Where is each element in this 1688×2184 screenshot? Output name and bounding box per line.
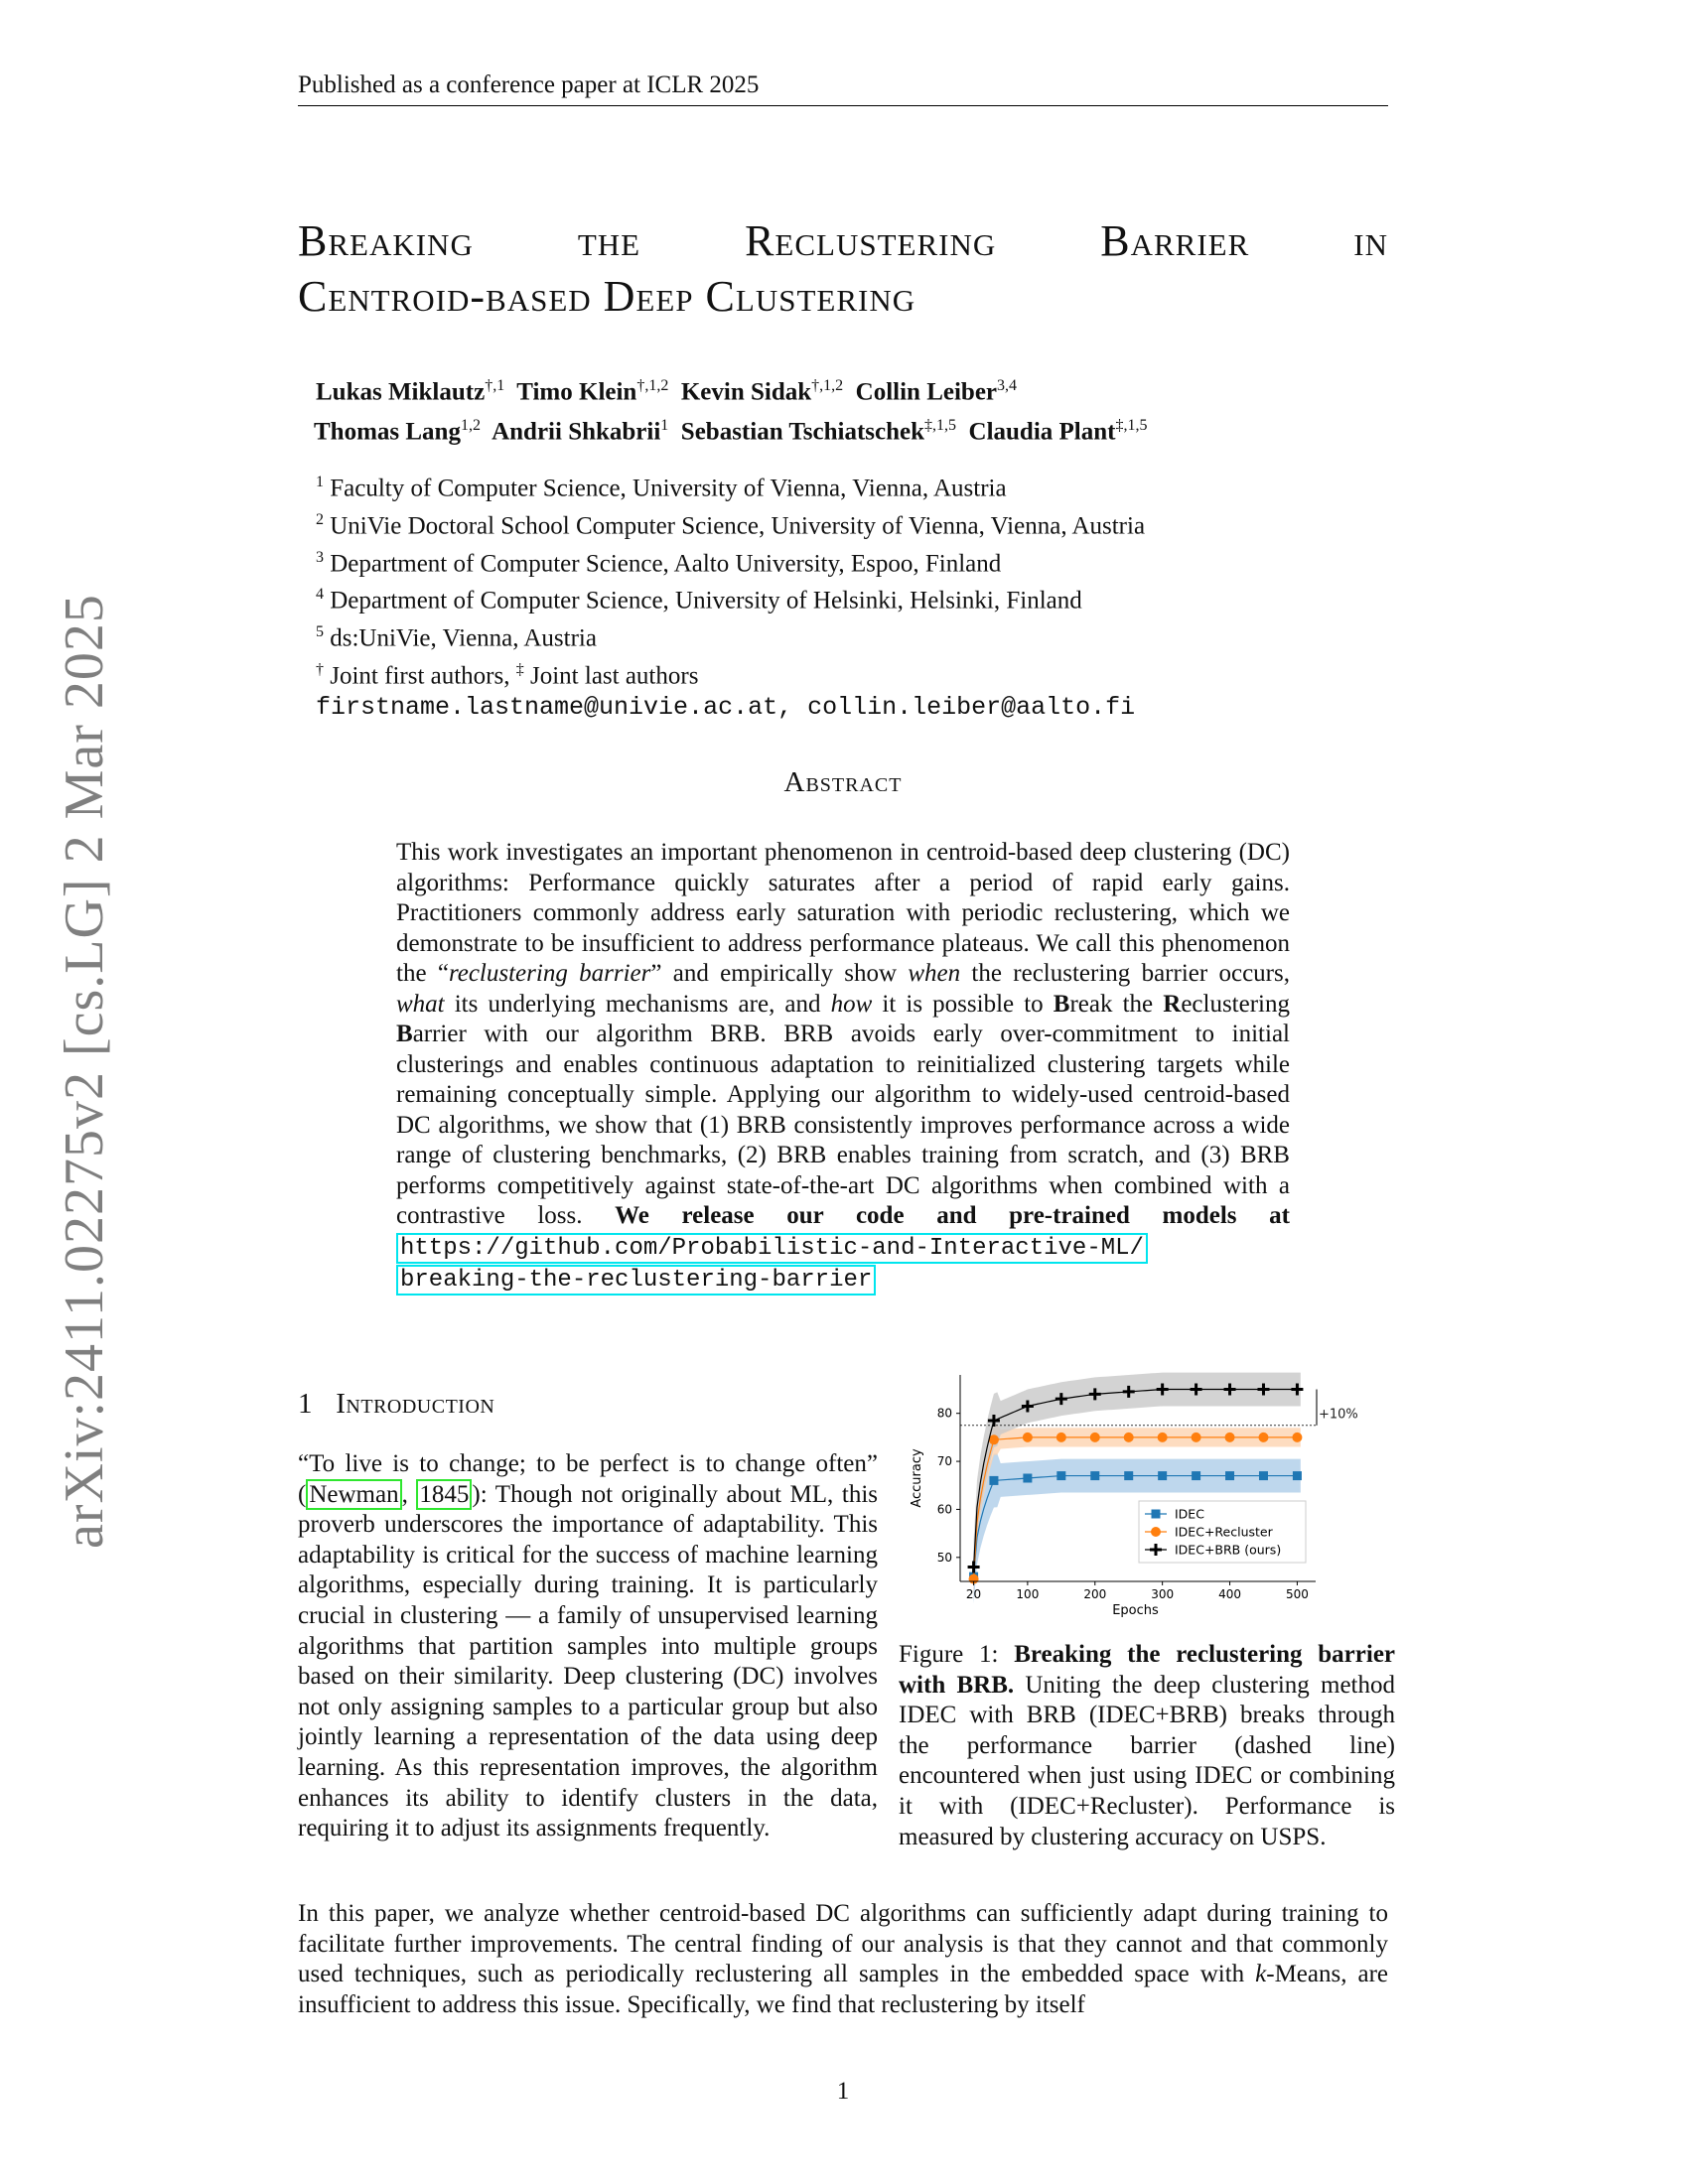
affiliation-line bbox=[316, 467, 1145, 504]
section-title: Introduction bbox=[336, 1388, 495, 1420]
x-axis-label: Epochs bbox=[1112, 1603, 1159, 1618]
intro-paragraph bbox=[298, 1449, 878, 1844]
body-text: -Means, are insufficient to address this issue. Specifically, we find that reclustering by itself bbox=[298, 1961, 1388, 2018]
y-tick-label: 60 bbox=[936, 1502, 952, 1517]
caption-text: Uniting the deep clustering method IDEC with BRB (IDEC+BRB) breaks through the performance barrier (dashed line) encountered when just using IDEC or combining it with (IDEC+Recluster). Performance is measured by clustering accuracy on USPS. bbox=[899, 1671, 1395, 1850]
abstract-bold-letter: B bbox=[396, 1021, 413, 1047]
data-point-circle bbox=[1158, 1433, 1168, 1442]
affiliation-sup: 1 bbox=[316, 474, 324, 490]
legend-marker bbox=[1151, 1527, 1161, 1537]
authors-line-2 bbox=[314, 409, 1147, 449]
title-word: in bbox=[1353, 216, 1388, 265]
data-point-square bbox=[1056, 1471, 1065, 1480]
title-word: Breaking bbox=[298, 216, 474, 265]
affiliation-text: Department of Computer Science, University of Helsinki, Helsinki, Finland bbox=[330, 587, 1082, 614]
running-header: Published as a conference paper at ICLR 2025 bbox=[298, 71, 1388, 106]
data-point-circle bbox=[1258, 1433, 1268, 1442]
x-tick-label: 100 bbox=[1016, 1587, 1040, 1601]
author-name: Kevin Sidak bbox=[680, 378, 812, 406]
data-point-square bbox=[1090, 1471, 1099, 1480]
author-name: Sebastian Tschiatschek bbox=[680, 418, 925, 446]
data-point-circle bbox=[1292, 1433, 1302, 1442]
author-sup: †,1 bbox=[485, 377, 505, 394]
author-name: Thomas Lang bbox=[314, 418, 461, 446]
caption-bold: Breaking the reclustering barrier with BRB. bbox=[899, 1641, 1396, 1699]
title-line-1 bbox=[298, 213, 1388, 269]
title-line-2: Centroid-based Deep Clustering bbox=[298, 272, 916, 321]
abstract-text: its underlying mechanisms are, and bbox=[444, 990, 831, 1018]
abstract-bold-letter: R bbox=[1163, 990, 1182, 1018]
legend-label: IDEC bbox=[1175, 1506, 1204, 1522]
improvement-annotation: +10% bbox=[1319, 1407, 1358, 1423]
abstract-emphasis: when bbox=[908, 960, 961, 987]
author-name: Claudia Plant bbox=[968, 418, 1116, 446]
legend-marker bbox=[1152, 1510, 1161, 1519]
legend-label: IDEC+BRB (ours) bbox=[1175, 1542, 1282, 1558]
joint-first-text: Joint first authors, bbox=[330, 662, 516, 690]
abstract-bold-letter: B bbox=[1053, 990, 1070, 1018]
author-name: Andrii Shkabrii bbox=[492, 418, 661, 446]
y-tick-label: 50 bbox=[936, 1550, 952, 1565]
intro-text: ): Though not originally about ML, this proverb underscores the importance of adaptability. This adaptability is critical for the success of machine learning algorithms, especially during training. It is particularly crucial in clustering — a family of unsupervised learning algorithms that partition samples into multiple groups based on their similarity. Deep clustering (DC) involves not only assigning samples to a particular group but also jointly learning a representation of the data using deep learning. As this representation improves, the algorithm enhances its ability to identify clusters in the data, requiring it to adjust its assignments frequently. bbox=[298, 1480, 879, 1843]
affiliation-text: Faculty of Computer Science, University of Vienna, Vienna, Austria bbox=[330, 475, 1007, 502]
joint-last-text: Joint last authors bbox=[530, 662, 699, 690]
data-point-square bbox=[1023, 1474, 1032, 1483]
author-name: Timo Klein bbox=[516, 378, 637, 406]
section-number: 1 bbox=[298, 1388, 313, 1420]
affiliation-text: Department of Computer Science, Aalto University, Espoo, Finland bbox=[330, 549, 1002, 577]
data-point-square bbox=[989, 1476, 998, 1485]
data-point-square bbox=[1225, 1471, 1234, 1480]
paper-title bbox=[298, 213, 1388, 325]
body-math: k bbox=[1255, 1961, 1267, 1988]
joint-authors-note bbox=[316, 654, 1145, 692]
affiliation-text: ds:UniVie, Vienna, Austria bbox=[330, 624, 597, 652]
arxiv-stamp: arXiv:2411.02275v2 [cs.LG] 2 Mar 2025 bbox=[54, 594, 115, 1549]
ddagger-sup: ‡ bbox=[515, 661, 524, 679]
x-tick-label: 200 bbox=[1083, 1587, 1107, 1601]
abstract-text: This work investigates an important phenomenon in centroid-based deep clustering (DC) algorithms: Performance quickly saturates after a period of rapid early gains. Practitioners commonly address early saturation with periodic reclustering, which we demonstrate to be insufficient to address performance plateaus. We call this phenomenon the “ bbox=[396, 839, 1290, 987]
authors-line-1 bbox=[316, 369, 1147, 409]
abstract-text: the reclustering barrier occurs, bbox=[960, 960, 1290, 987]
citation-link[interactable]: Newman bbox=[306, 1479, 401, 1510]
author-sup: †,1,2 bbox=[636, 377, 669, 394]
abstract-text: reak the bbox=[1069, 990, 1164, 1018]
title-word: the bbox=[577, 216, 641, 265]
author-name: Lukas Miklautz bbox=[316, 378, 486, 406]
affiliation-line bbox=[316, 616, 1145, 654]
affiliation-sup: 4 bbox=[316, 586, 324, 604]
data-point-circle bbox=[1192, 1433, 1201, 1442]
affiliation-sup: 5 bbox=[316, 623, 324, 641]
data-point-square bbox=[1259, 1471, 1268, 1480]
page-number: 1 bbox=[836, 2078, 850, 2105]
x-tick-label: 300 bbox=[1151, 1587, 1175, 1601]
y-axis-label: Accuracy bbox=[910, 1448, 924, 1508]
section-heading bbox=[298, 1388, 494, 1421]
intro-quote: “To live is to change; to be perfect is to change often” ( bbox=[298, 1450, 878, 1508]
author-list bbox=[316, 369, 1147, 450]
author-name: Collin Leiber bbox=[855, 378, 998, 406]
x-tick-label: 500 bbox=[1285, 1587, 1309, 1601]
body-text: In this paper, we analyze whether centroid-based DC algorithms can sufficiently adapt during training to facilitate further improvements. The central finding of our analysis is that they cannot and that commonly used techniques, such as periodically reclustering all samples in the embedded space with bbox=[298, 1900, 1388, 1988]
affiliation-text: UniVie Doctoral School Computer Science, University of Vienna, Vienna, Austria bbox=[330, 512, 1146, 540]
dagger-sup: † bbox=[316, 661, 324, 679]
author-sup: 1 bbox=[660, 417, 669, 435]
legend-label: IDEC+Recluster bbox=[1175, 1524, 1273, 1540]
affiliation-line bbox=[316, 579, 1145, 616]
affiliation-sup: 3 bbox=[316, 548, 324, 566]
author-sup: †,1,2 bbox=[811, 377, 844, 394]
x-tick-label: 20 bbox=[965, 1587, 982, 1601]
affiliations bbox=[316, 467, 1145, 723]
x-tick-label: 400 bbox=[1218, 1587, 1241, 1601]
body-paragraph bbox=[298, 1899, 1388, 2020]
data-point-square bbox=[1124, 1471, 1133, 1480]
data-point-square bbox=[1158, 1471, 1167, 1480]
caption-label: Figure 1: bbox=[899, 1641, 1015, 1668]
data-point-square bbox=[1293, 1471, 1302, 1480]
author-sup: 3,4 bbox=[997, 377, 1018, 394]
author-emails: firstname.lastname@univie.ac.at, collin.leiber@aalto.fi bbox=[316, 692, 1136, 722]
author-sup: ‡,1,5 bbox=[924, 417, 957, 435]
figure-caption bbox=[899, 1640, 1395, 1852]
abstract-text: arrier with our algorithm BRB. BRB avoids early over-commitment to initial clusterings and enables continuous adaptation to reinitialized clustering targets while remaining conceptually simple. Applying our algorithm to widely-used centroid-based DC algorithms, we show that (1) BRB consistently improves performance across a wide range of clustering benchmarks, (2) BRB enables training from scratch, and (3) BRB performs competitively against state-of-the-art DC algorithms when combined with a contrastive loss. bbox=[396, 1021, 1290, 1229]
affiliation-line bbox=[316, 504, 1145, 542]
data-point-circle bbox=[1124, 1433, 1134, 1442]
citation-separator: , bbox=[401, 1480, 417, 1508]
abstract-heading: Abstract bbox=[783, 766, 903, 798]
data-point-circle bbox=[1225, 1433, 1235, 1442]
y-tick-label: 80 bbox=[936, 1406, 952, 1421]
citation-year-link[interactable]: 1845 bbox=[416, 1479, 472, 1510]
data-point-circle bbox=[1090, 1433, 1100, 1442]
abstract-text: it is possible to bbox=[872, 990, 1054, 1018]
affiliation-sup: 2 bbox=[316, 510, 324, 528]
data-point-square bbox=[1192, 1471, 1200, 1480]
abstract-text: eclustering bbox=[1181, 990, 1290, 1018]
title-word: Barrier bbox=[1100, 216, 1250, 265]
affiliation-line bbox=[316, 542, 1145, 580]
title-word: Reclustering bbox=[745, 216, 997, 265]
abstract-emphasis: how bbox=[830, 990, 873, 1018]
author-sup: 1,2 bbox=[460, 417, 481, 435]
abstract-text: ” and empirically show bbox=[650, 960, 909, 987]
data-point-circle bbox=[1023, 1433, 1033, 1442]
github-link[interactable]: https://github.com/Probabilistic-and-Interactive-ML/ bbox=[396, 1233, 1148, 1264]
author-sup: ‡,1,5 bbox=[1115, 417, 1148, 435]
abstract-emphasis: reclustering barrier bbox=[448, 960, 651, 987]
data-point-circle bbox=[1056, 1433, 1066, 1442]
code-release-note: We release our code and pre-trained models at bbox=[615, 1202, 1291, 1229]
abstract-body bbox=[396, 838, 1290, 1297]
figure-1-chart bbox=[899, 1365, 1395, 1628]
data-point-plus bbox=[968, 1561, 980, 1572]
abstract-emphasis: what bbox=[396, 990, 445, 1018]
y-tick-label: 70 bbox=[936, 1454, 952, 1469]
github-link-continued[interactable]: breaking-the-reclustering-barrier bbox=[396, 1265, 876, 1296]
